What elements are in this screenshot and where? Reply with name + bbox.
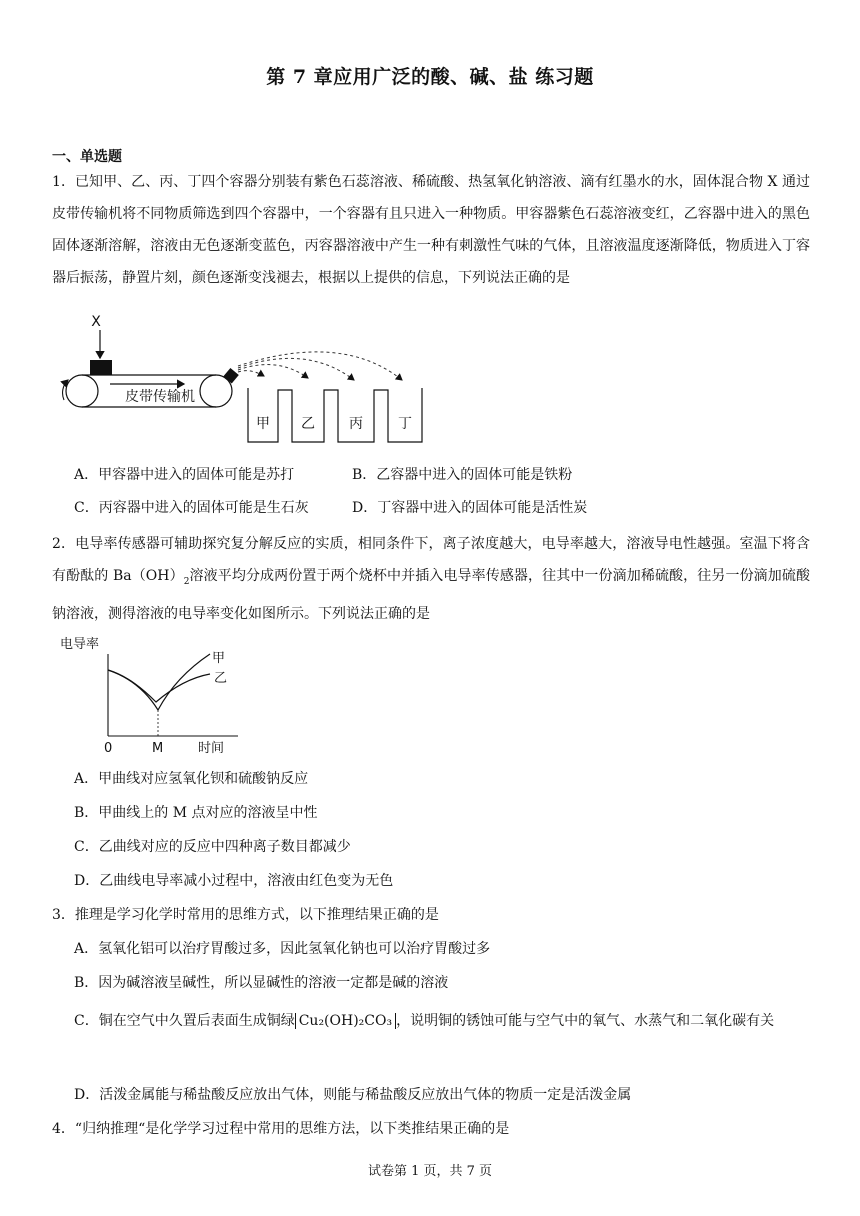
origin-label: 0 [104,741,113,756]
q3-option-d[interactable]: D．活泼金属能与稀盐酸反应放出气体，则能与稀盐酸反应放出气体的物质一定是活泼金属 [74,1087,632,1103]
conductivity-graph [52,632,252,758]
left-roller [66,375,98,407]
containers-outline [248,388,422,442]
question-2-stem: 2．电导率传感器可辅助探究复分解反应的实质，相同条件下，离子浓度越大，电导率越大，溶液导电性越强。室温下将含有酚酞的 $Ba(OH)_2$溶液平均分成两份置于两个烧杯中并插入电导率传感器，往其中一份滴加稀硫酸，往另一份滴加硫酸钠溶液，测得溶液的电导率变化如图所示。下列说法正确的是 [52,536,810,622]
container-bing: 丙 [349,416,363,432]
q1-option-d[interactable]: D．丁容器中进入的固体可能是活性炭 [352,500,588,516]
malachite-formula: Cu₂(OH)₂CO₃ [295,1013,396,1029]
right-roller [200,375,232,407]
input-x-label: X [91,314,101,330]
question-1-stem: 1．已知甲、乙、丙、丁四个容器分别装有紫色石蕊溶液、稀硫酸、热氢氧化钠溶液、滴有红墨水的水，固体混合物 X 通过皮带传输机将不同物质筛选到四个容器中，一个容器有且只进入一种物质。甲容器紫色石蕊溶液变红，乙容器中进入的黑色固体逐渐溶解，溶液由无色逐渐变蓝色，丙容器溶液中产生一种有刺激性气味的气体，且溶液温度逐渐降低，物质进入丁容器后振荡，静置片刻，颜色逐渐变浅褪去，根据以上提供的信息，下列说法正确的是 [52,174,810,286]
curve-yi-label: 乙 [214,671,228,686]
page-footer: 试卷第 1 页，共 7 页 [367,1164,493,1179]
q3-option-b[interactable]: B．因为碱溶液呈碱性，所以显碱性的溶液一定都是碱的溶液 [74,975,449,991]
curve-jia-label: 甲 [212,651,226,666]
output-block [223,368,238,383]
m-point-label: M [152,741,164,756]
q1-option-b[interactable]: B．乙容器中进入的固体可能是铁粉 [352,467,573,483]
curve-jia [108,654,210,710]
page-title: 第 7 章应用广泛的酸、碱、盐 练习题 [266,66,594,88]
q1-option-c[interactable]: C．丙容器中进入的固体可能是生石灰 [74,500,309,516]
y-axis-label: 电导率 [60,637,100,652]
q2-option-c[interactable]: C．乙曲线对应的反应中四种离子数目都减少 [74,839,351,855]
q3-option-a[interactable]: A．氢氧化铝可以治疗胃酸过多，因此氢氧化钠也可以治疗胃酸过多 [74,941,491,957]
curve-yi [108,670,210,702]
q2-option-b[interactable]: B．甲曲线上的 M 点对应的溶液呈中性 [74,805,318,821]
container-jia: 甲 [256,416,270,432]
x-block [90,360,112,375]
container-ding: 丁 [398,416,412,432]
q3-option-c[interactable]: C．铜在空气中久置后表面生成铜绿 Cu₂(OH)₂CO₃ ，说明铜的锈蚀可能与空气中的氧气、水蒸气和二氧化碳有关 [74,1013,775,1029]
question-4-stem: 4．“归纳推理“是化学学习过程中常用的思维方法，以下类推结果正确的是 [52,1121,510,1137]
question-3-stem: 3．推理是学习化学时常用的思维方式，以下推理结果正确的是 [52,907,439,923]
q1-option-a[interactable]: A．甲容器中进入的固体可能是苏打 [74,467,295,483]
section-title: 一、单选题 [52,149,122,165]
belt-label: 皮带传输机 [125,389,195,405]
container-yi: 乙 [301,416,315,432]
conveyor-diagram [52,308,442,448]
q2-option-a[interactable]: A．甲曲线对应氢氧化钡和硫酸钠反应 [74,771,309,787]
x-axis-label: 时间 [198,741,225,756]
q2-option-d[interactable]: D．乙曲线电导率减小过程中，溶液由红色变为无色 [74,873,394,889]
